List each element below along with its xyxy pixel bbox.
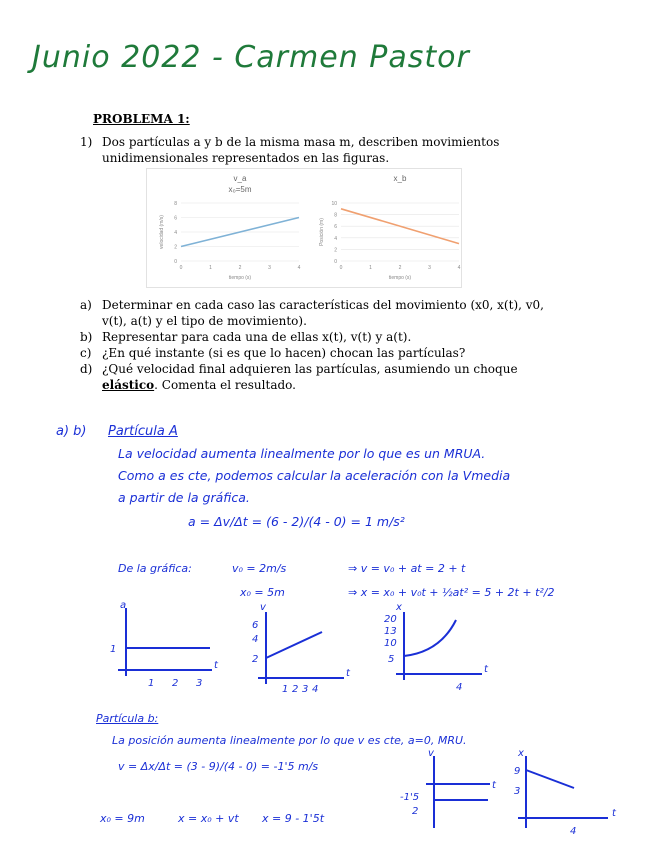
- chart-ytick-label: 0: [334, 259, 337, 265]
- velocity-b-formula: v = Δx/Δt = (3 - 9)/(4 - 0) = -1'5 m/s: [118, 760, 319, 773]
- sketch-v-line: [266, 632, 322, 658]
- chart-xtick-label: 4: [457, 265, 461, 271]
- particle-b-line1: La posición aumenta linealmente por lo que v es cte, a=0, MRU.: [112, 734, 467, 747]
- particle-b-heading: Partícula b:: [96, 712, 159, 725]
- chart-ytick-label: 0: [174, 259, 177, 265]
- sketch-xb-ytick: 3: [514, 786, 521, 797]
- chart-ytick-label: 2: [334, 247, 337, 254]
- sketch-v-ylabel: v: [260, 602, 266, 613]
- sketch-v-ytick: 2: [252, 654, 259, 665]
- sketch-v-xtick: 2: [292, 684, 299, 695]
- chart-xtick-label: 3: [268, 265, 271, 271]
- chart-xtick-label: 2: [238, 265, 242, 271]
- chart-ytick-label: 6: [174, 215, 177, 222]
- chart-subtitle: x₀=5m: [228, 185, 252, 194]
- sketch-a-tick: 3: [196, 678, 203, 689]
- chart-xtick-label: 1: [369, 265, 372, 271]
- chart-title: x_b: [393, 174, 407, 183]
- sketch-v-ytick: 6: [252, 620, 259, 631]
- sketch-a-ylabel: a: [120, 600, 127, 611]
- sketch-vb-ylabel: v: [428, 748, 434, 759]
- figures-svg: [147, 169, 461, 287]
- sketch-a-tick: 2: [172, 678, 179, 689]
- sketch-xb-xtick: 4: [570, 826, 577, 837]
- chart-ytick-label: 6: [334, 224, 337, 231]
- chart-xtick-label: 1: [209, 265, 212, 271]
- question-label: d): [80, 362, 93, 376]
- problem-statement-text: Dos partículas a y b de la misma masa m, describen movimientos unidimensionales representados en las figuras.: [102, 135, 500, 165]
- chart-velocity-a: [159, 174, 301, 281]
- chart-xlabel: tiempo (s): [228, 275, 252, 281]
- sketch-v-xtick: 3: [302, 684, 309, 695]
- sketch-x-ytick: 10: [384, 638, 397, 649]
- chart-ytick-label: 10: [331, 201, 337, 207]
- emphasis-elastic: elástico: [102, 378, 155, 392]
- sketch-v-xtick: 4: [312, 684, 319, 695]
- particle-a-line3: a partir de la gráfica.: [118, 490, 250, 505]
- chart-ytick-label: 2: [174, 244, 177, 251]
- sketch-x-curve: [404, 620, 456, 656]
- sketch-vb-ytick: -1'5: [400, 792, 420, 803]
- particle-b-sketches: [390, 748, 640, 844]
- sketch-x-ytick: 5: [388, 654, 395, 665]
- chart-ytick-label: 8: [174, 201, 177, 207]
- sketch-x-xlabel: t: [484, 664, 488, 675]
- chart-ylabel: Posición (m): [319, 218, 325, 246]
- chart-xtick-label: 3: [428, 265, 431, 271]
- velocity-equation: ⇒ v = v₀ + at = 2 + t: [348, 562, 466, 575]
- position-equation: ⇒ x = x₀ + v₀t + ½at² = 5 + 2t + t²/2: [348, 586, 555, 599]
- question-text: Representar para cada una de ellas x(t), v(t) y a(t).: [102, 330, 412, 344]
- chart-ytick-label: 4: [174, 230, 177, 236]
- page-title: Junio 2022 - Carmen Pastor: [32, 40, 470, 75]
- acceleration-formula: a = Δv/Δt = (6 - 2)/(4 - 0) = 1 m/s²: [188, 514, 405, 529]
- particle-a-sketches: [100, 600, 540, 700]
- sketch-x-ytick: 13: [384, 626, 397, 637]
- question-item: [80, 345, 550, 361]
- questions-list: [80, 297, 550, 393]
- position-b-eq2: x = 9 - 1'5t: [262, 812, 325, 825]
- chart-xtick-label: 2: [398, 265, 402, 271]
- chart-xtick-label: 0: [179, 265, 183, 271]
- x0-value: x₀ = 5m: [240, 586, 285, 599]
- question-text: ¿Qué velocidad final adquieren las partículas, asumiendo un choque elástico. Comenta el resultado.: [102, 362, 518, 392]
- chart-ylabel: velocidad (m/s): [159, 215, 165, 249]
- position-b-eq1: x = x₀ + vt: [178, 812, 239, 825]
- question-label: c): [80, 346, 92, 360]
- sketch-xb-ylabel: x: [518, 748, 524, 759]
- chart-xtick-label: 0: [339, 265, 343, 271]
- sketch-vb-xlabel: t: [492, 780, 496, 791]
- sketch-v-ytick: 4: [252, 634, 259, 645]
- question-text: ¿En qué instante (si es que lo hacen) chocan las partículas?: [102, 346, 466, 360]
- sketch-xb-ytick: 9: [514, 766, 521, 777]
- v0-value: v₀ = 2m/s: [232, 562, 287, 575]
- figures-panel: [146, 168, 462, 288]
- chart-ytick-label: 8: [334, 212, 337, 219]
- question-item: [80, 329, 550, 345]
- chart-title: v_a: [233, 174, 247, 183]
- solution-label: a) b): [56, 424, 87, 439]
- particle-a-line2: Como a es cte, podemos calcular la aceleración con la Vmedia: [118, 468, 511, 483]
- chart-ytick-label: 4: [334, 235, 337, 242]
- sketch-v-xlabel: t: [346, 668, 350, 679]
- particle-a-heading: Partícula A: [108, 424, 178, 439]
- sketch-x-ytick: 20: [384, 614, 397, 625]
- question-label: b): [80, 330, 93, 344]
- problem-number: 1): [80, 135, 93, 149]
- sketch-xb-line: [526, 770, 574, 788]
- sketch-v-xtick: 1: [282, 684, 289, 695]
- question-label: a): [80, 298, 92, 312]
- sketch-a-xlabel: t: [214, 660, 218, 671]
- question-item: [80, 297, 550, 329]
- sketch-xb-xlabel: t: [612, 808, 616, 819]
- sketch-x-ylabel: x: [396, 602, 402, 613]
- from-graph-label: De la gráfica:: [118, 562, 192, 575]
- x0-b-value: x₀ = 9m: [100, 812, 145, 825]
- question-text: Determinar en cada caso las características del movimiento (x0, x(t), v0, v(t), a(t) y el tipo de movimiento).: [102, 298, 544, 328]
- question-item: [80, 361, 550, 393]
- chart-position-b: [319, 174, 461, 281]
- sketch-x-xtick: 4: [456, 682, 463, 693]
- problem-statement: [80, 134, 550, 166]
- chart-xtick-label: 4: [297, 265, 301, 271]
- chart-xlabel: tiempo (s): [388, 275, 412, 281]
- problem-heading: PROBLEMA 1:: [93, 112, 190, 126]
- sketch-a-tick: 1: [148, 678, 155, 689]
- sketch-vb-ytick: 2: [412, 806, 419, 817]
- sketch-a-level: 1: [110, 644, 117, 655]
- particle-a-line1: La velocidad aumenta linealmente por lo que es un MRUA.: [118, 446, 486, 461]
